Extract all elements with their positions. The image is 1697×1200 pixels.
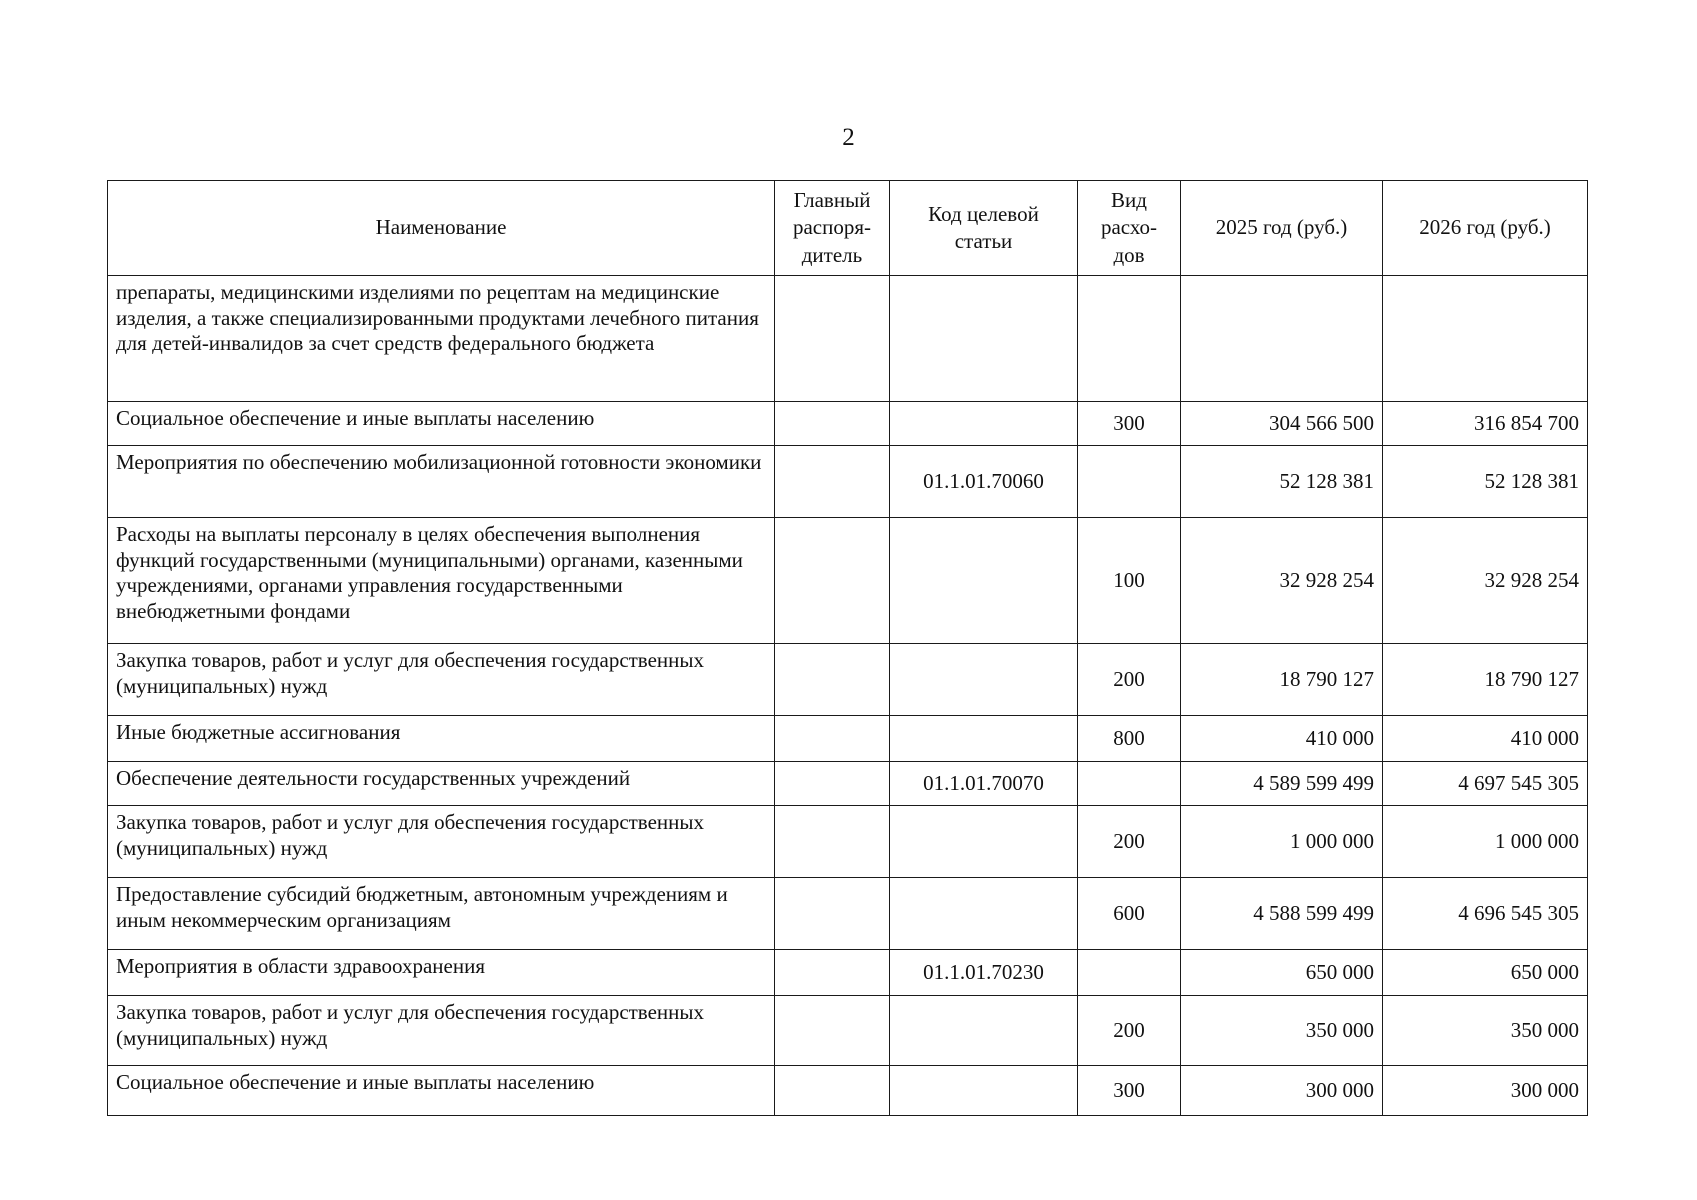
table-row xyxy=(108,644,1588,716)
row-2025-cell: 650 000 xyxy=(1181,950,1383,996)
row-code-cell: 01.1.01.70230 xyxy=(890,950,1078,996)
row-manager-cell xyxy=(775,996,890,1066)
row-kind-cell xyxy=(1078,950,1181,996)
table-row xyxy=(108,402,1588,446)
table-row xyxy=(108,518,1588,644)
row-2025-cell: 32 928 254 xyxy=(1181,518,1383,644)
row-2025-cell: 4 588 599 499 xyxy=(1181,878,1383,950)
row-kind-cell: 100 xyxy=(1078,518,1181,644)
row-code-cell xyxy=(890,806,1078,878)
row-name-cell: Закупка товаров, работ и услуг для обеспечения государственных (муниципальных) нужд xyxy=(108,644,775,716)
row-kind-cell xyxy=(1078,446,1181,518)
table-row xyxy=(108,716,1588,762)
row-2025-cell: 350 000 xyxy=(1181,996,1383,1066)
row-2026-cell: 410 000 xyxy=(1383,716,1588,762)
row-2026-cell: 316 854 700 xyxy=(1383,402,1588,446)
row-name-cell: Закупка товаров, работ и услуг для обеспечения государственных (муниципальных) нужд xyxy=(108,806,775,878)
row-manager-cell xyxy=(775,402,890,446)
table-row xyxy=(108,996,1588,1066)
page-number: 2 xyxy=(842,124,855,151)
row-kind-cell: 800 xyxy=(1078,716,1181,762)
row-name-cell: Мероприятия в области здравоохранения xyxy=(108,950,775,996)
row-kind-cell xyxy=(1078,276,1181,402)
row-2026-cell xyxy=(1383,276,1588,402)
table-row xyxy=(108,276,1588,402)
row-kind-cell: 300 xyxy=(1078,1066,1181,1116)
row-kind-cell: 200 xyxy=(1078,806,1181,878)
row-2026-cell: 650 000 xyxy=(1383,950,1588,996)
row-2026-cell: 300 000 xyxy=(1383,1066,1588,1116)
row-2026-cell: 4 696 545 305 xyxy=(1383,878,1588,950)
row-manager-cell xyxy=(775,716,890,762)
row-manager-cell xyxy=(775,518,890,644)
column-header-manager: Главный распоря-дитель xyxy=(775,181,890,276)
row-2025-cell xyxy=(1181,276,1383,402)
row-manager-cell xyxy=(775,1066,890,1116)
table-row xyxy=(108,950,1588,996)
row-name-cell: Мероприятия по обеспечению мобилизационной готовности экономики xyxy=(108,446,775,518)
row-kind-cell: 600 xyxy=(1078,878,1181,950)
row-code-cell xyxy=(890,716,1078,762)
table-row xyxy=(108,446,1588,518)
row-code-cell: 01.1.01.70060 xyxy=(890,446,1078,518)
row-code-cell xyxy=(890,1066,1078,1116)
table-row xyxy=(108,1066,1588,1116)
row-kind-cell: 300 xyxy=(1078,402,1181,446)
row-2025-cell: 410 000 xyxy=(1181,716,1383,762)
row-code-cell xyxy=(890,276,1078,402)
row-kind-cell: 200 xyxy=(1078,996,1181,1066)
row-code-cell xyxy=(890,402,1078,446)
table-header-row xyxy=(108,181,1588,276)
row-name-cell: Социальное обеспечение и иные выплаты населению xyxy=(108,1066,775,1116)
row-manager-cell xyxy=(775,806,890,878)
table-row xyxy=(108,806,1588,878)
row-code-cell xyxy=(890,518,1078,644)
row-name-cell: Предоставление субсидий бюджетным, автономным учреждениям и иным некоммерческим организациям xyxy=(108,878,775,950)
column-header-2025: 2025 год (руб.) xyxy=(1181,181,1383,276)
row-2026-cell: 18 790 127 xyxy=(1383,644,1588,716)
row-manager-cell xyxy=(775,878,890,950)
row-name-cell: Обеспечение деятельности государственных учреждений xyxy=(108,762,775,806)
row-name-cell: Расходы на выплаты персоналу в целях обеспечения выполнения функций государственными (муниципальными) органами, казенными учреждениями, органами управления государственными внебюджетными фондами xyxy=(108,518,775,644)
row-code-cell xyxy=(890,644,1078,716)
row-name-cell: Иные бюджетные ассигнования xyxy=(108,716,775,762)
row-manager-cell xyxy=(775,950,890,996)
table-row xyxy=(108,762,1588,806)
row-name-cell: Социальное обеспечение и иные выплаты населению xyxy=(108,402,775,446)
row-name-cell: препараты, медицинскими изделиями по рецептам на медицинские изделия, а также специализированными продуктами лечебного питания для детей-инвалидов за счет средств федерального бюджета xyxy=(108,276,775,402)
row-kind-cell xyxy=(1078,762,1181,806)
row-2025-cell: 304 566 500 xyxy=(1181,402,1383,446)
row-2026-cell: 350 000 xyxy=(1383,996,1588,1066)
row-kind-cell: 200 xyxy=(1078,644,1181,716)
row-manager-cell xyxy=(775,762,890,806)
row-manager-cell xyxy=(775,446,890,518)
row-2026-cell: 32 928 254 xyxy=(1383,518,1588,644)
row-2025-cell: 52 128 381 xyxy=(1181,446,1383,518)
column-header-code: Код целевой статьи xyxy=(890,181,1078,276)
row-2026-cell: 1 000 000 xyxy=(1383,806,1588,878)
row-code-cell xyxy=(890,878,1078,950)
column-header-2026: 2026 год (руб.) xyxy=(1383,181,1588,276)
row-2025-cell: 18 790 127 xyxy=(1181,644,1383,716)
row-2025-cell: 300 000 xyxy=(1181,1066,1383,1116)
column-header-name: Наименование xyxy=(108,181,775,276)
row-manager-cell xyxy=(775,276,890,402)
row-name-cell: Закупка товаров, работ и услуг для обеспечения государственных (муниципальных) нужд xyxy=(108,996,775,1066)
row-2026-cell: 52 128 381 xyxy=(1383,446,1588,518)
budget-table xyxy=(107,180,1588,1116)
column-header-kind: Вид расхо-дов xyxy=(1078,181,1181,276)
row-code-cell: 01.1.01.70070 xyxy=(890,762,1078,806)
row-code-cell xyxy=(890,996,1078,1066)
row-2025-cell: 4 589 599 499 xyxy=(1181,762,1383,806)
row-2025-cell: 1 000 000 xyxy=(1181,806,1383,878)
row-2026-cell: 4 697 545 305 xyxy=(1383,762,1588,806)
row-manager-cell xyxy=(775,644,890,716)
table-row xyxy=(108,878,1588,950)
